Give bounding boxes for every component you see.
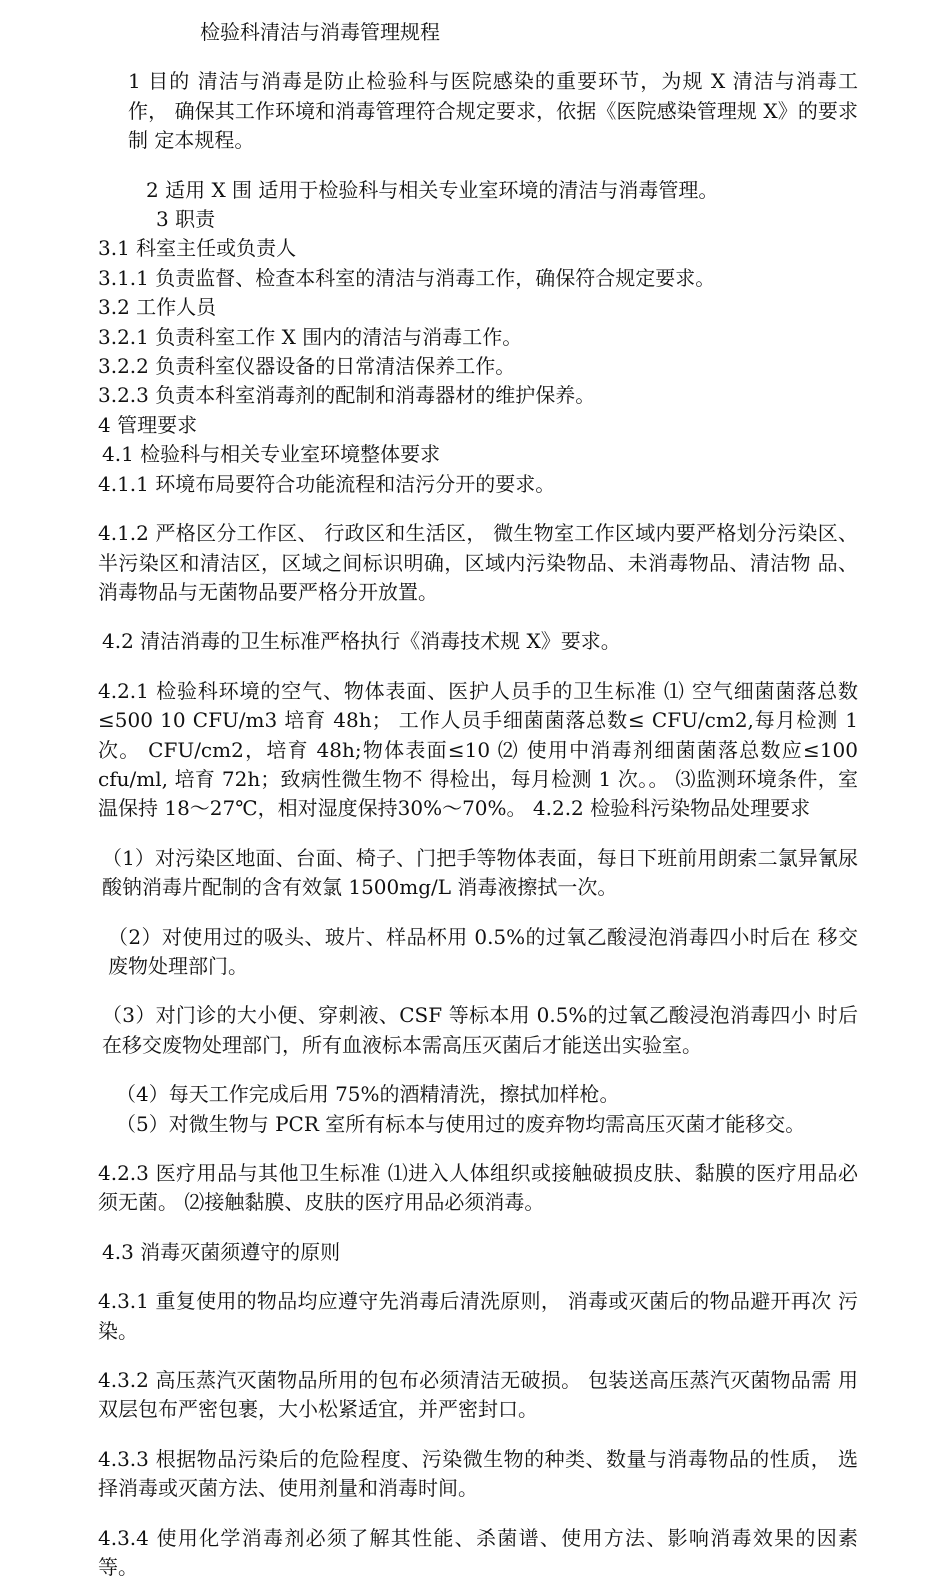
paragraph-item-3: （3）对门诊的大小便、穿刺液、CSF 等标本用 0.5%的过氧乙酸浸泡消毒四小 时后在移交废物处理部门，所有血液标本需高压灭菌后才能送出实验室。 <box>102 1003 858 1057</box>
section-3-1-1: 3.1.1 负责监督、检查本科室的清洁与消毒工作，确保符合规定要求。 <box>98 265 716 290</box>
section-4-3-heading: 4.3 消毒灭菌须遵守的原则 <box>102 1239 341 1264</box>
section-2-scope: 2 适用 X 围 适用于检验科与相关专业室环境的清洁与消毒管理。 <box>146 177 719 202</box>
section-3-2-2: 3.2.2 负责科室仪器设备的日常清洁保养工作。 <box>98 354 516 379</box>
section-3-2-1: 3.2.1 负责科室工作 X 围内的清洁与消毒工作。 <box>98 324 523 349</box>
section-4-2-1: 4.2.1 检验科环境的空气、物体表面、医护人员手的卫生标准 ⑴ 空气细菌菌落总数≤500 10 CFU/m3 培育 48h； 工作人员手细菌菌落总数≤ CFU/cm2,每月检测 1 次。 CFU/cm2，培育 48h;物体表面≤10 ⑵ 使用中消毒剂细菌菌落总数应≤100 cfu/ml, 培育 72h；致病性微生物不 得检出，每月检测 1 次。。 ⑶监测环境条件，室温保持 18～27℃，相对湿度保持30%～70%。 4.2.2 检验科污染物品处理要求 <box>98 678 858 821</box>
section-3-heading: 3 职责 <box>156 207 216 232</box>
section-4-1-heading: 4.1 检验科与相关专业室环境整体要求 <box>102 442 441 467</box>
document-title: 检验科清洁与消毒管理规程 <box>200 20 440 44</box>
section-4-heading: 4 管理要求 <box>98 412 198 437</box>
section-4-2-heading: 4.2 清洁消毒的卫生标准严格执行《消毒技术规 X》要求。 <box>102 629 621 654</box>
section-4-1-2: 4.1.2 严格区分工作区、 行政区和生活区， 微生物室工作区域内要严格划分污染区、 半污染区和清洁区，区域之间标识明确，区域内污染物品、未消毒物品、清洁物 品、消毒物品与无菌物品要严格分开放置。 <box>98 521 858 604</box>
paragraph-item-5: （5）对微生物与 PCR 室所有标本与使用过的废弃物均需高压灭菌才能移交。 <box>116 1111 806 1136</box>
section-4-3-3: 4.3.3 根据物品污染后的危险程度、污染微生物的种类、数量与消毒物品的性质， 选择消毒或灭菌方法、使用剂量和消毒时间。 <box>98 1446 858 1501</box>
section-4-1-1: 4.1.1 环境布局要符合功能流程和洁污分开的要求。 <box>98 471 556 496</box>
section-1-purpose: 1 目的 清洁与消毒是防止检验科与医院感染的重要环节，为规 X 清洁与消毒工作， 确保其工作环境和消毒管理符合规定要求，依据《医院感染管理规 X》的要求制 定本规程。 <box>128 69 858 153</box>
section-4-3-4: 4.3.4 使用化学消毒剂必须了解其性能、杀菌谱、使用方法、影响消毒效果的因素 等。 <box>98 1525 858 1580</box>
section-4-2-3: 4.2.3 医疗用品与其他卫生标准 ⑴进入人体组织或接触破损皮肤、黏膜的医疗用品必须无菌。 ⑵接触黏膜、皮肤的医疗用品必须消毒。 <box>98 1161 858 1215</box>
section-3-2-heading: 3.2 工作人员 <box>98 295 217 320</box>
section-4-3-2: 4.3.2 高压蒸汽灭菌物品所用的包布必须清洁无破损。 包装送高压蒸汽灭菌物品需 用双层包布严密包裹，大小松紧适宜，并严密封口。 <box>98 1368 858 1422</box>
paragraph-item-2: （2）对使用过的吸头、玻片、样品杯用 0.5%的过氧乙酸浸泡消毒四小时后在 移交废物处理部门。 <box>108 924 858 978</box>
section-3-2-3: 3.2.3 负责本科室消毒剂的配制和消毒器材的维护保养。 <box>98 383 596 408</box>
section-4-3-1: 4.3.1 重复使用的物品均应遵守先消毒后清洗原则， 消毒或灭菌后的物品避开再次 污染。 <box>98 1289 858 1343</box>
paragraph-item-1: （1）对污染区地面、台面、椅子、门把手等物体表面，每日下班前用朗索二氯异氰尿酸钠消毒片配制的含有效氯 1500mg/L 消毒液擦拭一次。 <box>102 845 858 900</box>
section-3-1-heading: 3.1 科室主任或负责人 <box>98 236 297 261</box>
paragraph-item-4: （4）每天工作完成后用 75%的酒精清洗，擦拭加样枪。 <box>116 1082 620 1107</box>
